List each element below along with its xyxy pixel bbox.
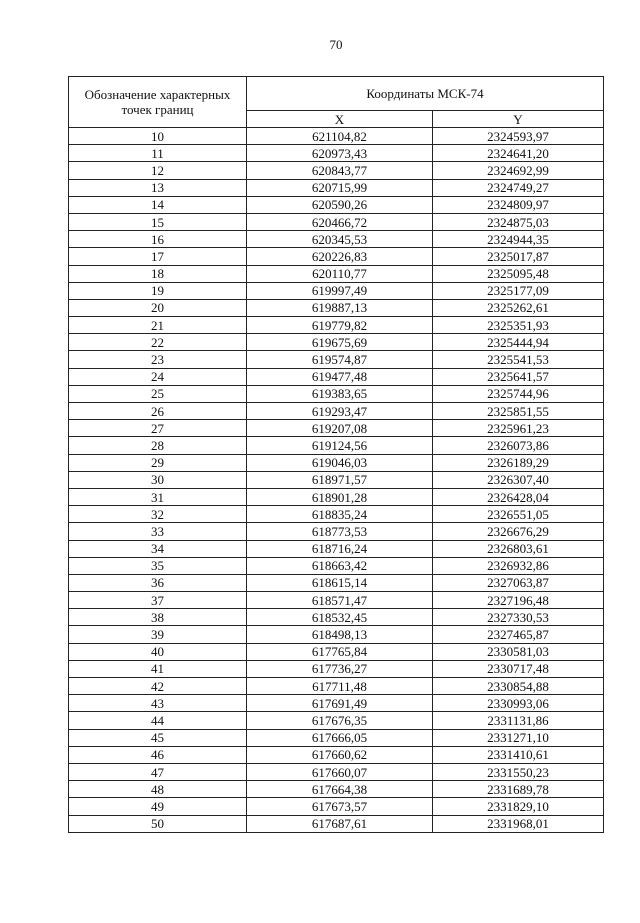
table-row [69,299,604,316]
point-id-cell: 47 [69,763,247,780]
x-coordinate-cell: 617736,27 [247,660,433,677]
table-row [69,643,604,660]
y-coordinate-cell: 2325744,96 [433,385,604,402]
x-coordinate-cell: 620973,43 [247,145,433,162]
y-coordinate-cell: 2330581,03 [433,643,604,660]
y-coordinate-cell: 2325541,53 [433,351,604,368]
x-coordinate-cell: 620843,77 [247,162,433,179]
y-coordinate-cell: 2326803,61 [433,540,604,557]
x-coordinate-cell: 618971,57 [247,471,433,488]
x-coordinate-cell: 618571,47 [247,592,433,609]
y-coordinate-cell: 2326307,40 [433,471,604,488]
table-row [69,368,604,385]
point-id-cell: 22 [69,334,247,351]
table-row [69,523,604,540]
y-coordinate-cell: 2331829,10 [433,798,604,815]
point-id-cell: 28 [69,437,247,454]
y-coordinate-cell: 2327063,87 [433,574,604,591]
point-id-cell: 21 [69,317,247,334]
page-number: 70 [329,37,343,52]
table-row [69,403,604,420]
x-coordinate-cell: 620345,53 [247,231,433,248]
y-coordinate-cell: 2325017,87 [433,248,604,265]
point-id-cell: 40 [69,643,247,660]
point-id-cell: 19 [69,282,247,299]
x-coordinate-cell: 617660,62 [247,746,433,763]
table-row [69,763,604,780]
point-id-cell: 29 [69,454,247,471]
point-id-cell: 30 [69,471,247,488]
x-coordinate-cell: 617660,07 [247,763,433,780]
table-row [69,334,604,351]
y-coordinate-cell: 2325961,23 [433,420,604,437]
point-id-cell: 35 [69,557,247,574]
point-id-cell: 50 [69,815,247,832]
table-row [69,592,604,609]
table-row [69,282,604,299]
y-coordinate-cell: 2326189,29 [433,454,604,471]
y-coordinate-cell: 2330993,06 [433,695,604,712]
table-row [69,660,604,677]
point-id-cell: 45 [69,729,247,746]
x-coordinate-cell: 618532,45 [247,609,433,626]
y-coordinate-cell: 2325262,61 [433,299,604,316]
x-coordinate-cell: 620110,77 [247,265,433,282]
point-id-cell: 38 [69,609,247,626]
x-coordinate-cell: 617666,05 [247,729,433,746]
table-row [69,488,604,505]
x-coordinate-cell: 617765,84 [247,643,433,660]
x-coordinate-cell: 619383,65 [247,385,433,402]
y-coordinate-cell: 2331410,61 [433,746,604,763]
y-coordinate-cell: 2325095,48 [433,265,604,282]
table-row [69,626,604,643]
table-row [69,695,604,712]
x-coordinate-cell: 618615,14 [247,574,433,591]
x-coordinate-cell: 617711,48 [247,678,433,695]
x-coordinate-cell: 618498,13 [247,626,433,643]
y-coordinate-cell: 2325444,94 [433,334,604,351]
point-id-cell: 12 [69,162,247,179]
x-coordinate-cell: 620715,99 [247,179,433,196]
point-id-cell: 33 [69,523,247,540]
point-id-cell: 41 [69,660,247,677]
x-coordinate-cell: 619779,82 [247,317,433,334]
y-coordinate-cell: 2327465,87 [433,626,604,643]
y-coordinate-cell: 2331689,78 [433,781,604,798]
table-body [69,128,604,833]
table-row [69,678,604,695]
point-id-cell: 39 [69,626,247,643]
point-id-cell: 27 [69,420,247,437]
x-coordinate-cell: 618835,24 [247,506,433,523]
table-row [69,574,604,591]
point-id-cell: 26 [69,403,247,420]
y-coordinate-cell: 2325851,55 [433,403,604,420]
table-row [69,265,604,282]
y-coordinate-cell: 2324944,35 [433,231,604,248]
y-coordinate-cell: 2330717,48 [433,660,604,677]
table-row [69,317,604,334]
x-coordinate-cell: 618716,24 [247,540,433,557]
coordinates-table [68,76,604,833]
table-row [69,179,604,196]
point-id-cell: 17 [69,248,247,265]
y-coordinate-cell: 2324875,03 [433,213,604,230]
y-coordinate-cell: 2327330,53 [433,609,604,626]
y-coordinate-cell: 2331968,01 [433,815,604,832]
y-coordinate-cell: 2326932,86 [433,557,604,574]
table-row [69,213,604,230]
point-id-cell: 48 [69,781,247,798]
table-row [69,781,604,798]
x-coordinate-cell: 618901,28 [247,488,433,505]
point-id-cell: 20 [69,299,247,316]
table-row [69,437,604,454]
y-coordinate-cell: 2326551,05 [433,506,604,523]
y-coordinate-cell: 2327196,48 [433,592,604,609]
x-coordinate-cell: 619207,08 [247,420,433,437]
y-coordinate-cell: 2331131,86 [433,712,604,729]
x-coordinate-cell: 617676,35 [247,712,433,729]
y-coordinate-cell: 2326428,04 [433,488,604,505]
point-id-cell: 18 [69,265,247,282]
point-id-cell: 11 [69,145,247,162]
table-row [69,798,604,815]
point-id-cell: 46 [69,746,247,763]
x-coordinate-cell: 618773,53 [247,523,433,540]
table-row [69,471,604,488]
point-id-cell: 13 [69,179,247,196]
y-coordinate-cell: 2324692,99 [433,162,604,179]
y-coordinate-cell: 2324641,20 [433,145,604,162]
y-coordinate-cell: 2326073,86 [433,437,604,454]
y-coordinate-cell: 2324809,97 [433,196,604,213]
table-row [69,609,604,626]
point-id-cell: 34 [69,540,247,557]
y-coordinate-cell: 2325641,57 [433,368,604,385]
y-coordinate-cell: 2324749,27 [433,179,604,196]
table-row [69,351,604,368]
table-row [69,145,604,162]
point-id-cell: 31 [69,488,247,505]
point-id-cell: 10 [69,128,247,145]
x-coordinate-cell: 620590,26 [247,196,433,213]
y-coordinate-cell: 2324593,97 [433,128,604,145]
x-coordinate-cell: 619124,56 [247,437,433,454]
point-id-cell: 32 [69,506,247,523]
x-coordinate-cell: 617687,61 [247,815,433,832]
table-row [69,746,604,763]
point-id-cell: 14 [69,196,247,213]
table-row [69,128,604,145]
table-row [69,385,604,402]
point-id-cell: 44 [69,712,247,729]
x-coordinate-cell: 617673,57 [247,798,433,815]
x-column-header: X [247,111,433,128]
table-row [69,454,604,471]
x-coordinate-cell: 619477,48 [247,368,433,385]
x-coordinate-cell: 617664,38 [247,781,433,798]
table-row [69,506,604,523]
table-row [69,196,604,213]
x-coordinate-cell: 619675,69 [247,334,433,351]
point-id-cell: 36 [69,574,247,591]
x-coordinate-cell: 620466,72 [247,213,433,230]
table-row [69,540,604,557]
point-id-cell: 49 [69,798,247,815]
y-column-header: Y [433,111,604,128]
table-row [69,815,604,832]
point-id-cell: 42 [69,678,247,695]
y-coordinate-cell: 2331550,23 [433,763,604,780]
x-coordinate-cell: 617691,49 [247,695,433,712]
x-coordinate-cell: 619887,13 [247,299,433,316]
table-row [69,729,604,746]
table-header-row [69,77,604,111]
point-id-cell: 37 [69,592,247,609]
y-coordinate-cell: 2326676,29 [433,523,604,540]
table-row [69,420,604,437]
table-row [69,162,604,179]
coordinates-system-header: Координаты МСК-74 [247,77,604,111]
x-coordinate-cell: 619293,47 [247,403,433,420]
table-row [69,231,604,248]
y-coordinate-cell: 2325177,09 [433,282,604,299]
y-coordinate-cell: 2325351,93 [433,317,604,334]
point-id-cell: 15 [69,213,247,230]
x-coordinate-cell: 619997,49 [247,282,433,299]
point-id-cell: 25 [69,385,247,402]
y-coordinate-cell: 2330854,88 [433,678,604,695]
y-coordinate-cell: 2331271,10 [433,729,604,746]
x-coordinate-cell: 620226,83 [247,248,433,265]
table-row [69,248,604,265]
point-id-cell: 23 [69,351,247,368]
x-coordinate-cell: 618663,42 [247,557,433,574]
point-id-cell: 24 [69,368,247,385]
x-coordinate-cell: 619046,03 [247,454,433,471]
x-coordinate-cell: 619574,87 [247,351,433,368]
table-row [69,557,604,574]
table-row [69,712,604,729]
point-column-header: Обозначение характерных точек границ [69,77,247,128]
point-id-cell: 43 [69,695,247,712]
x-coordinate-cell: 621104,82 [247,128,433,145]
point-id-cell: 16 [69,231,247,248]
